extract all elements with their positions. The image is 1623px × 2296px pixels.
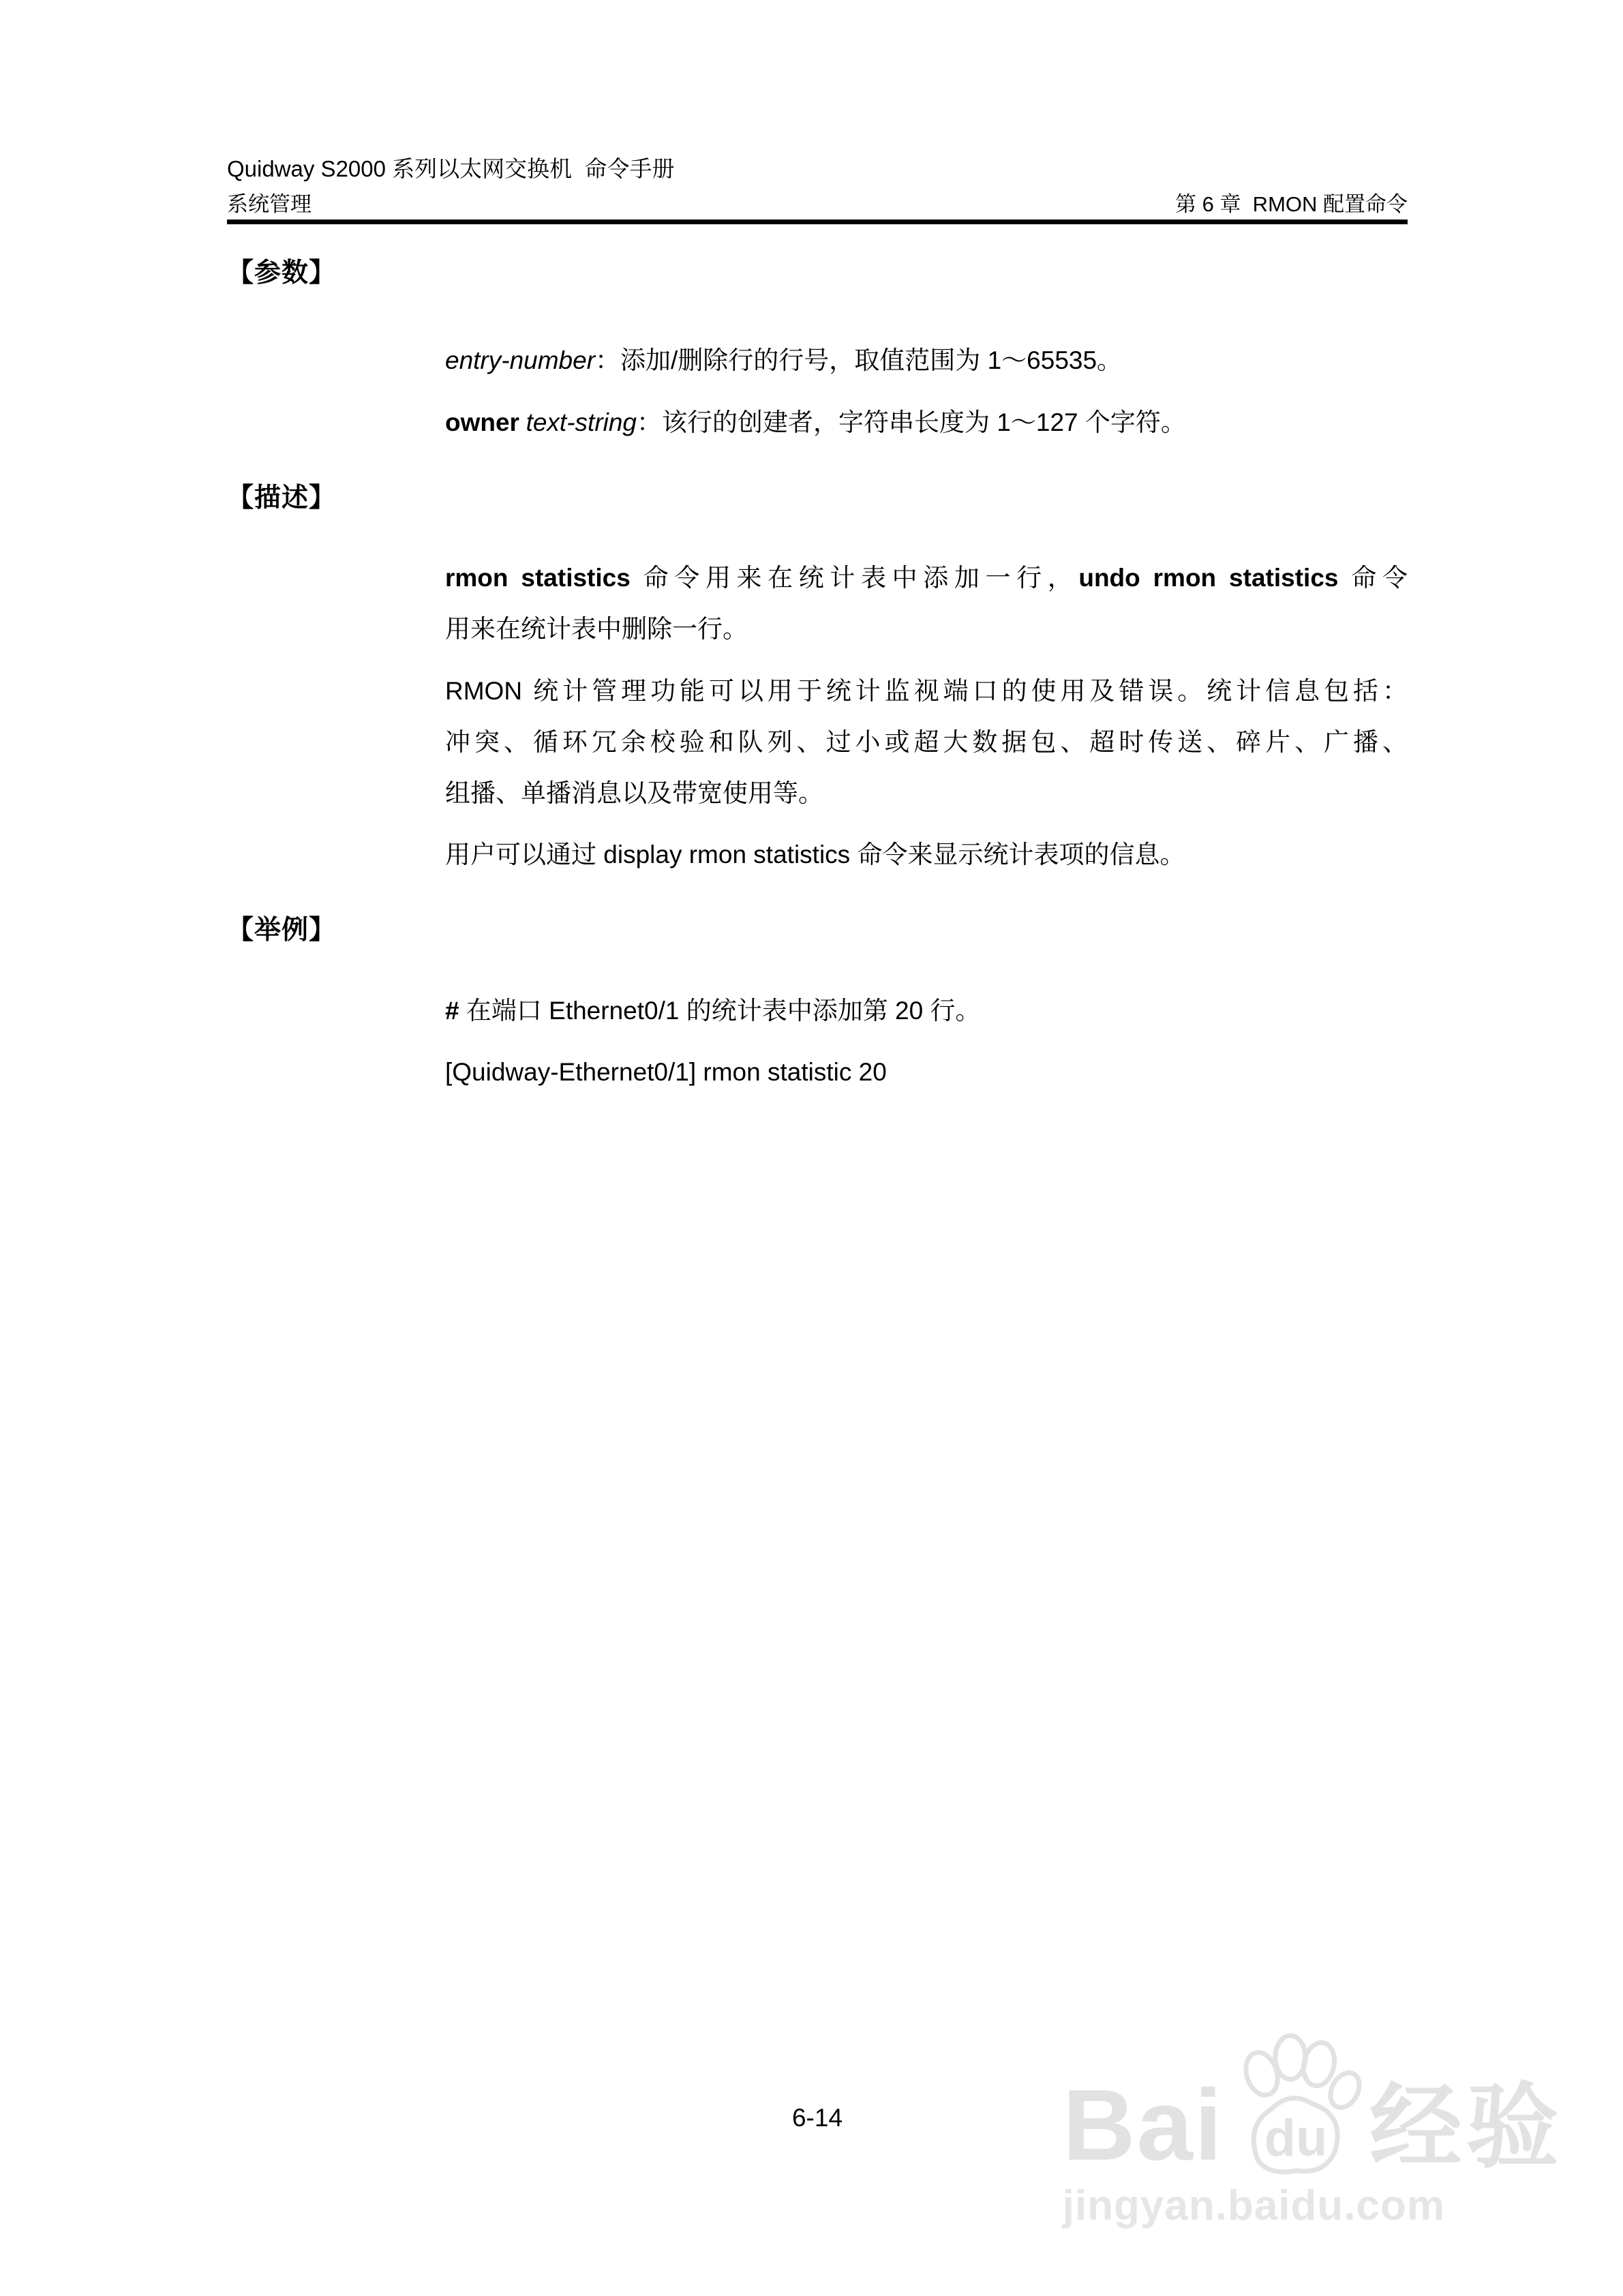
example-command-line: [Quidway-Ethernet0/1] rmon statistic 20 — [445, 1058, 887, 1086]
param-owner-term: text-string — [526, 408, 637, 436]
baidu-logo-jingyan-text: 经验 — [1369, 2075, 1563, 2179]
header-chapter-title: 第 6 章 RMON 配置命令 — [1174, 192, 1408, 216]
param-entry-number — [445, 335, 1408, 386]
section-heading-params: 【参数】 — [227, 258, 337, 288]
page-header — [227, 0, 1408, 224]
baidu-logo-du-text: du — [1264, 2109, 1328, 2167]
example-comment-text: 在端口 Ethernet0/1 的统计表中添加第 20 行。 — [459, 997, 981, 1025]
section-heading-description: 【描述】 — [227, 483, 337, 513]
description-p1-bold1: rmon statistics — [445, 564, 631, 592]
description-paragraph-1 — [445, 552, 1408, 654]
baidu-jingyan-watermark — [1063, 2022, 1563, 2229]
header-line2 — [227, 190, 1408, 220]
baidu-logo-row — [1062, 2022, 1563, 2181]
section-heading-example: 【举例】 — [227, 916, 337, 945]
param-owner — [445, 397, 1408, 448]
description-p1-line1 — [445, 552, 1408, 603]
param-entry-number-term: entry-number — [445, 346, 596, 374]
description-p1-text1: 命令用来在统计表中添加一行， — [630, 564, 1079, 592]
baidu-logo-bai-text: Bai — [1062, 2068, 1224, 2181]
header-rule — [227, 220, 1408, 224]
description-p2-line2: 冲突、循环冗余校验和队列、过小或超大数据包、超时传送、碎片、广播、 — [445, 728, 1408, 756]
description-p2-line3: 组播、单播消息以及带宽使用等。 — [445, 779, 823, 807]
param-owner-keyword: owner — [445, 408, 519, 436]
header-product-title: Quidway S2000 系列以太网交换机 命令手册 — [227, 156, 675, 181]
paw-icon — [1225, 2022, 1365, 2180]
param-owner-desc: ：该行的创建者，字符串长度为 1～127 个字符。 — [637, 408, 1186, 436]
description-p2-line1: RMON 统计管理功能可以用于统计监视端口的使用及错误。统计信息包括： — [445, 677, 1408, 705]
description-paragraph-3: 用户可以通过 display rmon statistics 命令来显示统计表项的信息。 — [445, 841, 1185, 868]
param-entry-number-desc: ：添加/删除行的行号，取值范围为 1～65535。 — [595, 346, 1123, 374]
page-content — [227, 0, 1408, 1098]
description-p1-bold2: undo rmon statistics — [1078, 564, 1339, 592]
description-p1-text2: 命令 — [1338, 564, 1408, 592]
baidu-jingyan-url: jingyan.baidu.com — [1062, 2181, 1445, 2229]
example-comment-line — [445, 985, 1408, 1036]
description-paragraph-2 — [445, 665, 1408, 819]
description-p1-line2: 用来在统计表中删除一行。 — [445, 615, 748, 643]
page-number: 6-14 — [791, 2104, 843, 2132]
header-section-title: 系统管理 — [227, 192, 312, 216]
example-hash-marker: # — [445, 997, 459, 1025]
